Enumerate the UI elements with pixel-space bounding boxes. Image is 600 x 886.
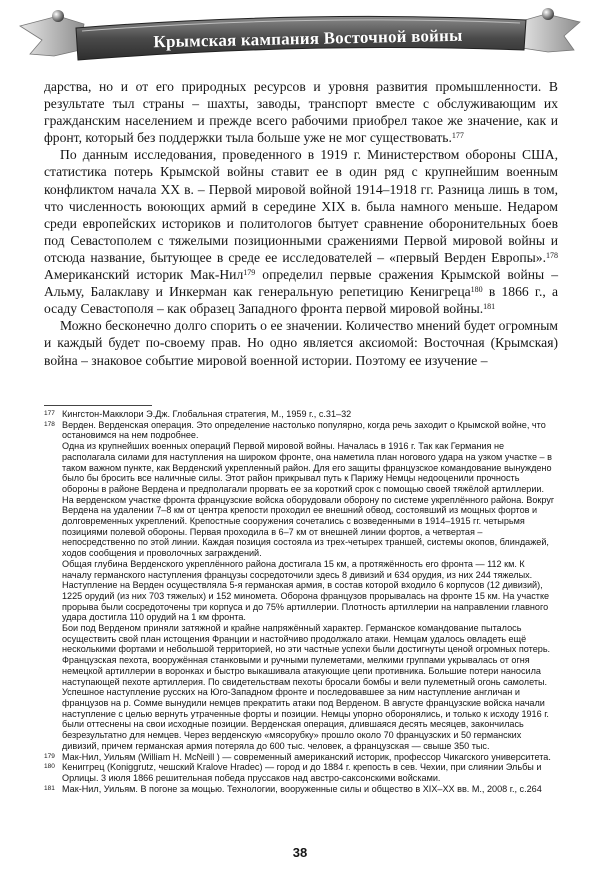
- footnote-ref-180[interactable]: 180: [470, 285, 483, 295]
- paragraph-2-text-c: определил первые сражения Крымской войны – Альму, Балаклаву и Инкерман как генеральную репетицию Кенигреца: [44, 267, 558, 300]
- footnote-paragraph: Кениггрец (Koniggrutz, чешский Kralove Hradec) — город и до 1884 г. крепость в сев. Чехии, при слиянии Эльбы и Орлицы. 3 июля 1866 решительная победа пруссаков над австро-саксонскими войсками.: [62, 762, 542, 783]
- footnote-paragraph: Мак-Нил, Уильям. В погоне за мощью. Технологии, вооруженные силы и общество в XIX–XX вв. М., 2008 г., с.264: [62, 783, 542, 794]
- footnote-text: [62, 409, 556, 420]
- footnote: [44, 420, 556, 752]
- paragraph-2-text-d: в 1866 г., а осаду Севастополя – как образец Западного фронта первой мировой войны.: [44, 284, 558, 317]
- page-number: 38: [292, 845, 308, 860]
- footnote-ref-181[interactable]: 181: [483, 302, 496, 312]
- footnote-number: 179: [44, 752, 55, 760]
- footnote: [44, 409, 556, 420]
- footnote-text: [62, 752, 556, 763]
- footnote-separator: [44, 405, 152, 406]
- footnote-ref-179[interactable]: 179: [243, 268, 256, 278]
- paragraph-1: [44, 78, 558, 146]
- footnote-paragraph: Общая глубина Верденского укреплённого района достигала 15 км, а протяжённость его фронта — 112 км. К началу германского наступления французы сосредоточили здесь 8 дивизий и 634 орудия, из них 244 тяжелых. Наступление на Верден осуществляла 5-я германская армия, в состав которой входило 6 корпусов (12 дивизий), 1225 орудий (из них 703 тяжелых) и 152 миномета. Оборона французов прорывалась на фронте 15 км. На участке прорыва были сосредоточены три корпуса и до 75% артиллерии. Плотность артиллерии на направлении главного удара достигла 110 орудий на 1 км фронта.: [62, 558, 550, 623]
- footnote-text: [62, 784, 556, 795]
- footnote-paragraph: Кингстон-Макклори Э.Дж. Глобальная стратегия, М., 1959 г., с.31–32: [62, 409, 352, 419]
- footnote-text: [62, 420, 556, 752]
- footnote-number: 181: [44, 784, 55, 792]
- running-header-title: Крымская кампания Восточной войны: [153, 25, 463, 52]
- page-header-banner: [18, 6, 582, 68]
- paragraph-3: [44, 317, 558, 368]
- paragraph-1-text: дарства, но и от его природных ресурсов и уровня развития промышленности. В результате тыл страны – шахты, заводы, транспорт вместе с обслуживающим их гражданским населением и прежде всего рабочими приобрел такое же значение, как и фронт, который без поддержки тыла больше уже не мог существовать.: [44, 79, 558, 146]
- footnote-paragraph: Бои под Верденом приняли затяжной и крайне напряжённый характер. Германское командование пыталось осуществить свой план истощения Франции и настойчиво продолжало атаки. Немцам удалось овладеть ещё несколькими фортами и небольшой территорией, но эти частные успехи были достигнуты ценой огромных потерь. Французская пехота, вооружённая станковыми и ручными пулеметами, мелкими группами укрывалась от огня немецкой артиллерии в воронках и быстро выкашивала атакующие цепи противника. Большие потери наносила наступающей пехоте артиллерия. По свидетельствам пехоты бросали бомбы и вели пулеметный огонь самолеты. Успешное наступление русских на Юго-Западном фронте и последовавшее за ним наступление англичан и французов на р. Сомме вынудили немцев прекратить атаки под Верденом. В августе французские войска начали наступление с целью вернуть утраченные форты и позиции. Немцы упорно оборонялись, и только к исходу 1916 г. были оттеснены на свои исходные позиции. Верденская операция, длившаяся десять месяцев, закончилась безрезультатно для немцев. Через верденскую «мясорубку» прошло около 70 французских и 50 германских дивизий, причем германская армия потеряла до 600 тыс. человек, а французская — свыше 350 тыс.: [62, 623, 551, 751]
- footnote-paragraph: Мак-Нил, Уильям (William H. McNeill ) — современный американский историк, профессор Чикагского университета.: [62, 751, 551, 762]
- footnotes: [44, 409, 556, 794]
- footnote: [44, 762, 556, 783]
- footnote-paragraph: Верден. Верденская операция. Это определение настолько популярно, когда речь заходит о Крымской войне, что остановимся на нем подробнее.: [62, 419, 546, 441]
- footnote-number: 178: [44, 420, 55, 428]
- footnote-ref-177[interactable]: 177: [451, 131, 464, 141]
- footnote-number: 177: [44, 410, 55, 417]
- footnote-number: 180: [44, 763, 55, 771]
- main-text: [44, 78, 558, 369]
- paragraph-3-text: Можно бесконечно долго спорить о ее значении. Количество мнений будет огромным и каждый будет по-своему прав. Но одно является аксиомой: Восточная (Крымская) война – знаковое событие мировой военной истории. Поэтому ее изучение –: [44, 318, 558, 368]
- paragraph-2: [44, 146, 558, 317]
- footnote: [44, 752, 556, 763]
- paragraph-2-text-a: По данным исследования, проведенного в 1919 г. Министерством обороны США, статистика потерь Крымской войны ставит ее в один ряд с крупнейшим военным конфликтом начала XX в. – Первой мировой войной 1914–1918 гг. Разница лишь в том, что численность воюющих армий в середине XIX в. была намного меньше. Недаром среди европейских историков и политологов бытует сравнение оборонительных боев под Севастополем с тяжелыми позиционными сражениями Первой мировой войны и отсюда название, бытующее в среде ее исследователей – «первый Верден Европы».: [44, 147, 558, 265]
- footnote: [44, 784, 556, 795]
- paragraph-2-text-b: Американский историк Мак-Нил: [44, 267, 244, 283]
- footnote-ref-178[interactable]: 178: [546, 250, 558, 260]
- footnote-paragraph: Одна из крупнейших военных операций Первой мировой войны. Началась в 1916 г. Так как Германия не располагала силами для наступления на широком фронте, она наметила план ногового удара на узком участке – в таком важном пункте, как Верденский укрепленный район. Для его защиты французское командование вынуждено было бы бросить все наличные силы. Этот район прикрывал путь к Парижу Немцы недооценили прочность обороны в районе Вердена и предполагали прорвать ее за короткий срок с помощью своей тяжёлой артиллерии. На верденском участке фронта французские войска оборудовали оборону по системе укреплённого района. Вокруг Вердена на удалении 7–8 км от центра крепости проходил ее внешний обвод, состоявший из мощных фортов и долговременных укреплений. Крепостные сооружения сочетались с возведенными в 1914–1915 гг. четырьмя позициями полевой обороны. Первая проходила в 6–7 км от внешней линии фортов, а четвертая – непосредственно по этой линии. Каждая позиция состояла из трех-четырех траншей, системы окопов, блиндажей, ходов сообщения и проволочных заграждений.: [62, 441, 555, 559]
- footnote-text: [62, 762, 556, 783]
